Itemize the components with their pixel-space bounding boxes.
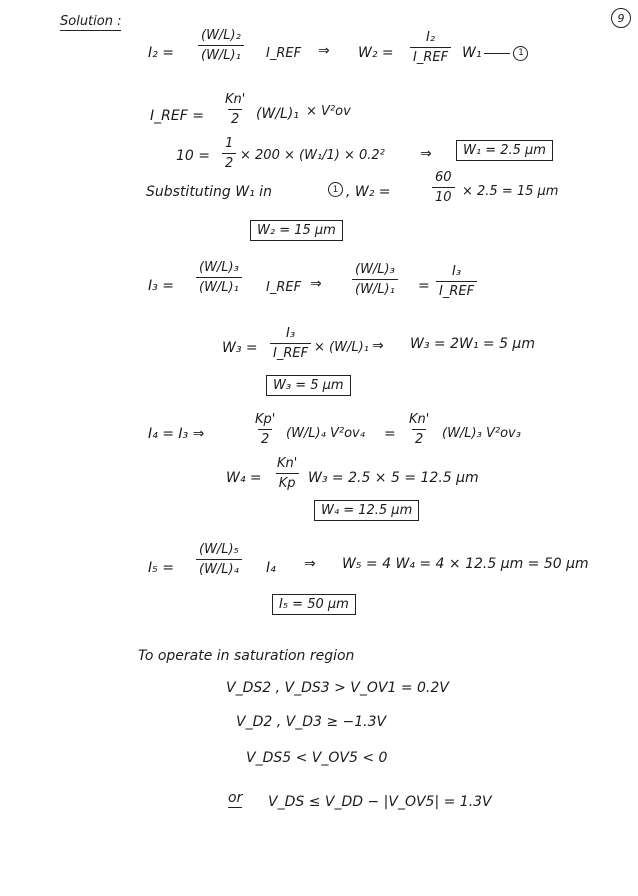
eq5-eq: =: [418, 278, 430, 294]
eq8-ratio-num: Kn': [277, 456, 298, 471]
eq4-ratio: [432, 170, 455, 205]
eq6-rest: W₃ = 2W₁ = 5 μm: [410, 336, 535, 352]
eq3-half-den: 2: [222, 153, 236, 171]
eq7-coef-den: 2: [258, 429, 272, 447]
page-number: 9: [611, 8, 631, 28]
eq1-arrow: ⇒: [318, 43, 330, 59]
eq7-mid: (W/L)₄ V²ov₄: [286, 426, 365, 441]
eq9-rest: W₅ = 4 W₄ = 4 × 12.5 μm = 50 μm: [342, 556, 589, 572]
result-w3-box: W₃ = 5 μm: [266, 375, 351, 396]
eq7-coef2-num: Kn': [409, 412, 430, 427]
eq5-iref: I_REF: [266, 280, 302, 295]
result-w2-box: W₂ = 15 μm: [250, 220, 343, 241]
eq3-half: [222, 136, 236, 171]
eq3-arrow: ⇒: [420, 146, 432, 162]
eq1-ref: 1: [513, 46, 528, 61]
eq5-lhs: I₃ =: [148, 278, 174, 294]
eq1-ratio2: [410, 30, 451, 65]
eq2-ratio: (W/L)₁: [256, 106, 299, 122]
eq2-coef-den: 2: [228, 109, 242, 127]
eq9-ratio: [196, 542, 242, 577]
eq4-w2: , W₂ =: [346, 184, 391, 200]
eq8-ratio: [274, 456, 300, 491]
eq7-coef2: [406, 412, 432, 447]
eq1-dash: [484, 53, 510, 54]
result-w4-box: W₄ = 12.5 μm: [314, 500, 419, 521]
eq1-iref: I_REF: [266, 46, 302, 61]
eq4-ref: 1: [328, 182, 343, 197]
condition-3: V_DS5 < V_OV5 < 0: [246, 750, 388, 766]
eq5-ratio-num: (W/L)₃: [199, 260, 239, 275]
eq1-tail: [462, 45, 528, 61]
solution-heading: Solution :: [60, 14, 122, 29]
eq4-ratio-num: 60: [435, 170, 452, 185]
eq5-ratio3-num: I₃: [452, 264, 462, 279]
eq6-ratio: [270, 326, 311, 361]
eq2-lhs: I_REF =: [150, 108, 204, 124]
eq1-w2: W₂ =: [358, 45, 394, 61]
eq3-rest: × 200 × (W₁/1) × 0.2²: [240, 148, 385, 163]
condition-2: V_D2 , V_D3 ≥ −1.3V: [236, 714, 387, 730]
eq3-half-num: 1: [225, 136, 234, 151]
eq4-text: Substituting W₁ in: [146, 184, 272, 200]
eq6-lhs: W₃ =: [222, 340, 258, 356]
eq7-rhs: (W/L)₃ V²ov₃: [442, 426, 521, 441]
eq6-paren: × (W/L)₁: [314, 340, 369, 355]
eq7-coef-num: Kp': [255, 412, 276, 427]
eq1-ratio2-num: I₂: [426, 30, 436, 45]
or-word: or: [228, 790, 243, 806]
eq5-ratio: [196, 260, 242, 295]
eq1-ratio: [198, 28, 244, 63]
eq9-arrow: ⇒: [304, 556, 316, 572]
eq7-coef: [252, 412, 278, 447]
eq7-coef2-den: 2: [412, 429, 426, 447]
eq6-arrow: ⇒: [372, 338, 384, 354]
eq9-i4: I₄: [266, 560, 276, 576]
condition-1: V_DS2 , V_DS3 > V_OV1 = 0.2V: [226, 680, 449, 696]
result-i5-box: I₅ = 50 μm: [272, 594, 356, 615]
eq2-coef-num: Kn': [225, 92, 246, 107]
eq5-ratio3: [436, 264, 477, 299]
eq9-lhs: I₅ =: [148, 560, 174, 576]
eq7-lhs: I₄ = I₃ ⇒: [148, 426, 205, 442]
result-w1-box: W₁ = 2.5 μm: [456, 140, 553, 161]
eq5-arrow: ⇒: [310, 276, 322, 292]
saturation-text: To operate in saturation region: [138, 648, 355, 664]
eq1-lhs: I₂ =: [148, 45, 174, 61]
eq2-vov: × V²ov: [306, 104, 351, 119]
eq5-ratio2-den: (W/L)₁: [352, 279, 398, 297]
eq5-ratio2: [352, 262, 398, 297]
eq1-w1: W₁: [462, 45, 482, 61]
eq8-lhs: W₄ =: [226, 470, 262, 486]
eq4-ref-wrap: [328, 182, 343, 197]
eq1-ratio-num: (W/L)₂: [201, 28, 241, 43]
eq8-rest: W₃ = 2.5 × 5 = 12.5 μm: [308, 470, 479, 486]
condition-or: [228, 790, 242, 806]
eq7-eq: =: [384, 426, 396, 442]
eq9-ratio-den: (W/L)₄: [196, 559, 242, 577]
eq5-ratio2-num: (W/L)₃: [355, 262, 395, 277]
eq3-lhs: 10 =: [176, 148, 210, 164]
eq4-ratio-den: 10: [432, 187, 455, 205]
eq8-ratio-den: Kp: [276, 473, 299, 491]
eq5-ratio-den: (W/L)₁: [196, 277, 242, 295]
eq2-coef: [222, 92, 248, 127]
condition-4: V_DS ≤ V_DD − |V_OV5| = 1.3V: [268, 794, 492, 810]
eq5-ratio3-den: I_REF: [436, 281, 477, 299]
eq4-rest: × 2.5 = 15 μm: [462, 184, 559, 199]
eq6-ratio-den: I_REF: [270, 343, 311, 361]
eq6-ratio-num: I₃: [286, 326, 296, 341]
eq9-ratio-num: (W/L)₅: [199, 542, 239, 557]
eq1-ratio2-den: I_REF: [410, 47, 451, 65]
eq1-ratio-den: (W/L)₁: [198, 45, 244, 63]
